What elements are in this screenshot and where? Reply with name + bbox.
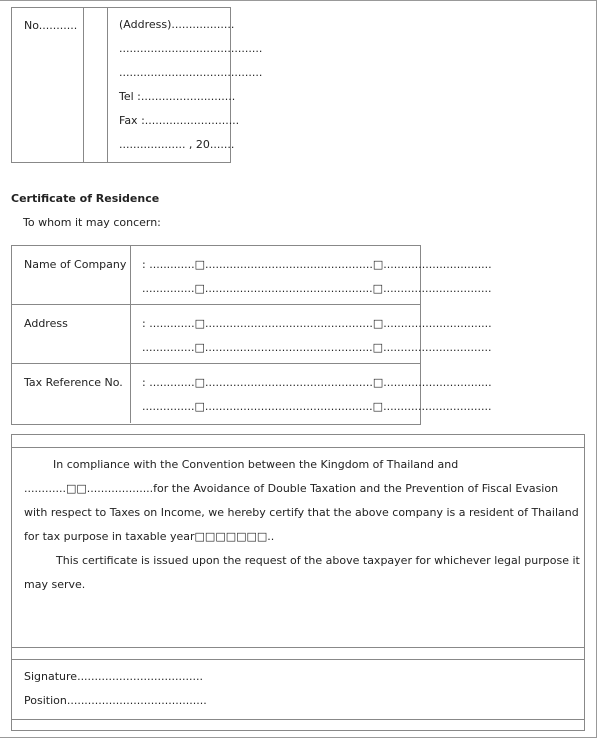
table-row — [12, 305, 492, 364]
number-line: No........... — [24, 19, 78, 32]
header-box — [11, 7, 263, 163]
company-table — [11, 245, 492, 425]
purpose-paragraph: This certificate is issued upon the request of the above taxpayer for whichever legal purpose it may serve. — [24, 554, 580, 591]
address-line: (Address).................. — [119, 18, 235, 31]
fax-line: Fax :........................... — [119, 114, 240, 127]
signature-line: Signature.................................... — [24, 670, 203, 683]
row-value-line: : .............□................................................□............................... — [142, 376, 492, 389]
column-divider — [130, 305, 131, 363]
row-label: Tax Reference No. — [24, 376, 123, 389]
row-value-line: ...............□................................................□............................... — [142, 282, 492, 295]
spacer-cell — [84, 8, 108, 162]
row-label: Name of Company — [24, 258, 127, 271]
divider — [12, 647, 584, 648]
row-value-line: : .............□................................................□............................... — [142, 317, 492, 330]
column-divider — [130, 364, 131, 423]
row-value-line: ...............□................................................□............................... — [142, 400, 492, 413]
row-value-line: : .............□................................................□............................... — [142, 258, 492, 271]
certification-paragraph: In compliance with the Convention between the Kingdom of Thailand and ............□□...................for the Avoidance of Double Taxation and the Prevention of Fiscal Evasion with respect to Taxes on Income, we hereby certify that the above company is a resident of Thailand for tax purpose in taxable year□□□□□□□.. — [24, 458, 579, 543]
certificate-title: Certificate of Residence — [11, 192, 160, 205]
address-line-3: ......................................... — [119, 66, 263, 79]
column-divider — [130, 246, 131, 304]
number-cell — [12, 8, 84, 162]
certification-box — [11, 434, 585, 731]
row-label: Address — [24, 317, 68, 330]
tel-line: Tel :........................... — [119, 90, 236, 103]
position-line: Position........................................ — [24, 694, 207, 707]
table-row — [12, 364, 492, 423]
divider — [12, 659, 584, 660]
salutation: To whom it may concern: — [23, 216, 161, 229]
divider — [12, 447, 584, 448]
row-value-line: ...............□................................................□............................... — [142, 341, 492, 354]
address-line-2: ......................................... — [119, 42, 263, 55]
table-row — [12, 246, 492, 305]
divider — [12, 719, 584, 720]
date-line: ................... , 20....... — [119, 138, 235, 151]
